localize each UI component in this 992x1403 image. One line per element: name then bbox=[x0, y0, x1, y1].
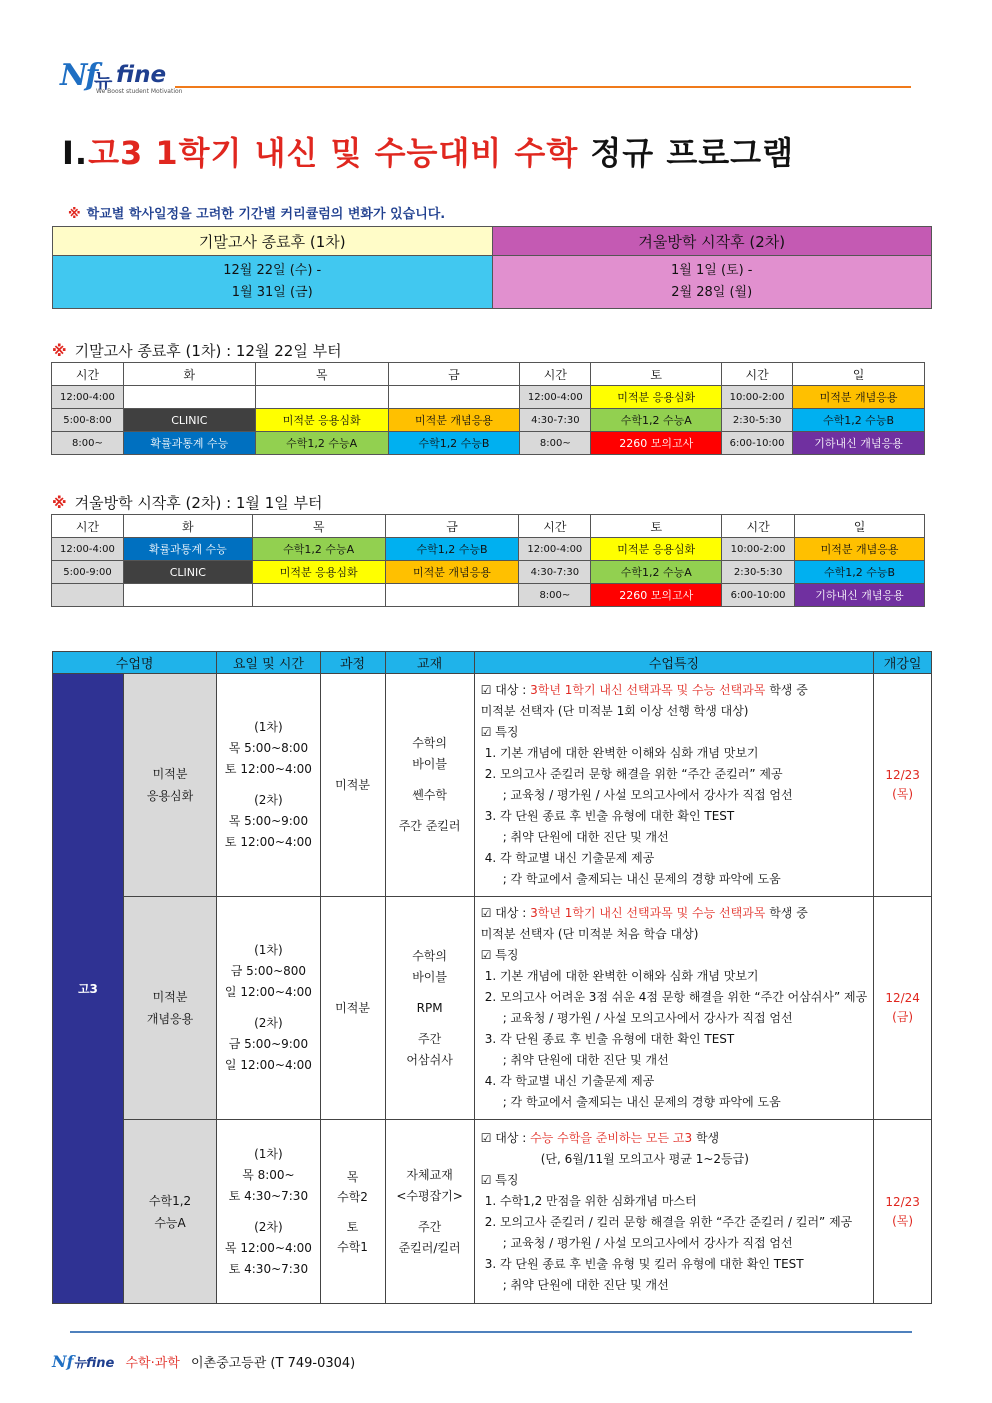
footer bbox=[52, 1352, 355, 1372]
course-header-start: 개강일 bbox=[874, 652, 932, 674]
schedule2-header-cell: 시간 bbox=[519, 515, 591, 538]
course-textbook-line: 주간 준킬러 bbox=[398, 819, 461, 833]
course-feature-item: 1. 수학1,2 만점을 위한 심화개념 마스터 bbox=[484, 1193, 697, 1208]
schedule2-header-cell: 목 bbox=[252, 515, 385, 538]
schedule1-header-cell: 화 bbox=[123, 363, 255, 386]
course-time-line: 토 12:00~4:00 bbox=[224, 762, 312, 776]
course-name-line: 미적분 bbox=[152, 767, 188, 781]
grade-label: 고3 bbox=[53, 674, 124, 1304]
schedule2-class-cell: 미적분 개념응용 bbox=[385, 561, 519, 584]
course-time-line: 목 8:00~ bbox=[242, 1167, 295, 1182]
schedule1-time-cell: 12:00-4:00 bbox=[520, 386, 591, 409]
schedule2-time-cell: 12:00-4:00 bbox=[519, 538, 591, 561]
course-feature-item: 2. 모의고사 준킬러 / 킬러 문항 해결을 위한 “주간 준킬러 / 킬러” 제공 bbox=[484, 1214, 853, 1229]
course-feature-title: ☑ 특징 bbox=[480, 725, 519, 739]
course-textbook-line: RPM bbox=[416, 1000, 443, 1015]
course-feature-item: ; 취약 단원에 대한 진단 및 개선 bbox=[502, 1277, 669, 1292]
schedule2-class-cell: 확률과통계 수능 bbox=[123, 538, 252, 561]
course-time-line: 금 5:00~9:00 bbox=[228, 1037, 309, 1051]
schedule1-class-cell: 미적분 응용심화 bbox=[255, 409, 388, 432]
schedule2-title: 겨울방학 시작후 (2차) : 1월 1일 부터 bbox=[74, 494, 323, 512]
schedule2-class-cell: 수학1,2 수능A bbox=[591, 561, 722, 584]
course-target bbox=[481, 680, 868, 701]
schedule2-header-cell: 시간 bbox=[52, 515, 124, 538]
schedule2-class-cell bbox=[252, 584, 385, 607]
course-target-detail: 미적분 선택자 (단 미적분 처음 학습 대상) bbox=[480, 927, 699, 941]
schedule2-class-cell: 2260 모의고사 bbox=[591, 584, 722, 607]
schedule1-time-cell: 4:30-7:30 bbox=[520, 409, 591, 432]
course-time-line: (1차) bbox=[254, 1146, 283, 1161]
course-target-part: 수능 수학을 준비하는 모든 고3 bbox=[530, 1130, 693, 1145]
course-textbook-line: 주간 bbox=[418, 1219, 442, 1234]
course-feature-title: ☑ 특징 bbox=[480, 948, 519, 962]
schedule2-class-cell bbox=[123, 584, 252, 607]
course-header-time: 요일 및 시간 bbox=[217, 652, 320, 674]
course-textbook-line bbox=[387, 1207, 473, 1217]
course-time-line: (1차) bbox=[254, 720, 283, 734]
schedule2-table bbox=[51, 514, 925, 607]
schedule2-time-cell: 8:00~ bbox=[519, 584, 591, 607]
schedule1-header-cell: 시간 bbox=[722, 363, 793, 386]
schedule1-class-cell: 수학1,2 수능B bbox=[793, 409, 925, 432]
course-time bbox=[217, 674, 320, 897]
course-name-line: 응용심화 bbox=[146, 789, 194, 803]
course-start-date bbox=[874, 897, 932, 1120]
logo-motto: We Boost student Motivation bbox=[96, 88, 183, 95]
schedule2-time-cell: 5:00-9:00 bbox=[52, 561, 124, 584]
footer-subject: 수학·과학 bbox=[125, 1356, 180, 1371]
course-start-date bbox=[874, 1120, 932, 1304]
course-track bbox=[320, 897, 385, 1120]
schedule1-header-cell: 시간 bbox=[52, 363, 124, 386]
course-features bbox=[474, 674, 874, 897]
schedule1-class-cell: 미적분 응용심화 bbox=[591, 386, 722, 409]
course-feature-item: ; 교육청 / 평가원 / 사설 모의고사에서 강사가 직접 엄선 bbox=[502, 788, 793, 802]
course-textbook-line: <수평잡기> bbox=[396, 1188, 463, 1203]
schedule1-time-cell: 6:00-10:00 bbox=[722, 432, 793, 455]
schedule1-table bbox=[51, 362, 925, 455]
period-second-title: 겨울방학 시작후 (2차) bbox=[492, 227, 932, 256]
schedule1-class-cell bbox=[255, 386, 388, 409]
course-start-line: 12/24 bbox=[885, 991, 920, 1005]
schedule1-class-cell: CLINIC bbox=[123, 409, 255, 432]
schedule1-class-cell bbox=[123, 386, 255, 409]
schedule2-class-cell: 수학1,2 수능B bbox=[385, 538, 519, 561]
title-red: 고3 1학기 내신 및 수능대비 수학 bbox=[88, 134, 579, 172]
course-time-line: 목 5:00~8:00 bbox=[228, 741, 309, 755]
schedule2-time-cell: 6:00-10:00 bbox=[722, 584, 795, 607]
schedule2-header-cell: 시간 bbox=[722, 515, 795, 538]
course-feature-item: 1. 기본 개념에 대한 완벽한 이해와 심화 개념 맛보기 bbox=[484, 746, 759, 760]
schedule2-class-cell: 수학1,2 수능B bbox=[795, 561, 925, 584]
schedule1-title: 기말고사 종료후 (1차) : 12월 22일 부터 bbox=[74, 342, 342, 360]
schedule1-header-cell: 일 bbox=[793, 363, 925, 386]
schedule2-time-cell bbox=[52, 584, 124, 607]
course-time-line bbox=[218, 780, 318, 790]
course-track-line: 목 bbox=[346, 1169, 359, 1184]
course-features bbox=[474, 1120, 874, 1304]
logo-fine: fine bbox=[116, 62, 167, 88]
course-time-line: 토 4:30~7:30 bbox=[228, 1188, 309, 1203]
schedule1-header-cell: 시간 bbox=[520, 363, 591, 386]
brand-logo bbox=[60, 58, 183, 98]
course-start-line: 12/23 bbox=[885, 768, 920, 782]
course-textbook-line: 쎈수학 bbox=[412, 788, 447, 802]
course-header-book: 교재 bbox=[385, 652, 474, 674]
schedule1-class-cell: 확률과통계 수능 bbox=[123, 432, 255, 455]
schedule2-header-cell: 화 bbox=[123, 515, 252, 538]
schedule1-heading bbox=[52, 340, 342, 361]
course-target-part: 학생 중 bbox=[765, 683, 808, 697]
course-header-feature: 수업특징 bbox=[474, 652, 874, 674]
schedule2-time-cell: 4:30-7:30 bbox=[519, 561, 591, 584]
course-feature-item: 1. 기본 개념에 대한 완벽한 이해와 심화 개념 맛보기 bbox=[484, 969, 759, 983]
schedule1-class-cell: 수학1,2 수능B bbox=[388, 432, 520, 455]
course-time-line: 금 5:00~800 bbox=[230, 964, 307, 978]
footer-divider bbox=[70, 1331, 912, 1333]
schedule1-time-cell: 5:00-8:00 bbox=[52, 409, 124, 432]
course-features bbox=[474, 897, 874, 1120]
schedule1-class-cell: 2260 모의고사 bbox=[591, 432, 722, 455]
schedule2-class-cell: 미적분 개념응용 bbox=[795, 538, 925, 561]
schedule1-header-cell: 토 bbox=[591, 363, 722, 386]
schedule2-time-cell: 2:30-5:30 bbox=[722, 561, 795, 584]
course-name-line: 수능A bbox=[154, 1215, 186, 1230]
schedule1-class-cell: 기하내신 개념응용 bbox=[793, 432, 925, 455]
period-first-range-start: 12월 22일 (수) - bbox=[223, 263, 322, 278]
period-second-range-start: 1월 1일 (토) - bbox=[671, 263, 753, 278]
title-black: 정규 프로그램 bbox=[590, 134, 795, 172]
period-second-range bbox=[492, 256, 932, 309]
schedule1-class-cell: 미적분 개념응용 bbox=[388, 409, 520, 432]
course-feature-item: ; 교육청 / 평가원 / 사설 모의고사에서 강사가 직접 엄선 bbox=[502, 1011, 793, 1025]
course-textbook bbox=[385, 674, 474, 897]
schedule2-class-cell bbox=[385, 584, 519, 607]
schedule2-header-cell: 금 bbox=[385, 515, 519, 538]
schedule1-class-cell: 미적분 개념응용 bbox=[793, 386, 925, 409]
course-time bbox=[217, 1120, 320, 1304]
course-textbook-line: 바이블 bbox=[412, 969, 447, 984]
schedule1-header-cell: 금 bbox=[388, 363, 520, 386]
course-textbook bbox=[385, 897, 474, 1120]
course-track-line: 수학1 bbox=[337, 1239, 368, 1254]
course-target-part: 학생 중 bbox=[765, 906, 808, 920]
course-start-line: 12/23 bbox=[885, 1194, 920, 1209]
course-name-line: 개념응용 bbox=[146, 1012, 194, 1026]
course-header-name: 수업명 bbox=[53, 652, 217, 674]
course-textbook-line: 수학의 bbox=[412, 736, 447, 750]
course-header-course: 과정 bbox=[320, 652, 385, 674]
page-title bbox=[62, 128, 794, 174]
period-table bbox=[52, 226, 932, 309]
schedule2-header-cell: 일 bbox=[795, 515, 925, 538]
logo-nf: Nf bbox=[60, 58, 97, 93]
course-textbook-line: 자체교재 bbox=[406, 1167, 453, 1182]
period-first-range-end: 1월 31일 (금) bbox=[231, 285, 313, 300]
course-track-line: 미적분 bbox=[335, 1001, 370, 1015]
course-feature-item: 3. 각 단원 종료 후 빈출 유형에 대한 확인 TEST bbox=[484, 1032, 735, 1046]
course-target-part: 학생 bbox=[692, 1130, 720, 1145]
course-textbook-line: 어삼쉬사 bbox=[406, 1052, 453, 1067]
course-start-line: (목) bbox=[892, 787, 914, 801]
course-track-line: 수학2 bbox=[337, 1189, 368, 1204]
course-name bbox=[123, 674, 216, 897]
course-feature-item: ; 각 학교에서 출제되는 내신 문제의 경향 파악에 도움 bbox=[502, 872, 781, 886]
course-feature-item: 3. 각 단원 종료 후 빈출 유형에 대한 확인 TEST bbox=[484, 809, 735, 823]
course-track-line: 토 bbox=[346, 1219, 359, 1234]
schedule2-class-cell: 미적분 응용심화 bbox=[252, 561, 385, 584]
course-start-line: (목) bbox=[892, 1213, 914, 1228]
course-feature-item: 2. 모의고사 준킬러 문항 해결을 위한 “주간 준킬러” 제공 bbox=[484, 767, 783, 781]
course-feature-title: ☑ 특징 bbox=[480, 1172, 519, 1187]
course-time-line: (2차) bbox=[254, 1016, 283, 1030]
schedule2-class-cell: 미적분 응용심화 bbox=[591, 538, 722, 561]
course-time-line: 토 12:00~4:00 bbox=[224, 835, 312, 849]
course-target-part: 3학년 1학기 내신 선택과목 및 수능 선택과목 bbox=[530, 683, 766, 697]
schedule1-header-cell: 목 bbox=[255, 363, 388, 386]
schedule1-time-cell: 2:30-5:30 bbox=[722, 409, 793, 432]
schedule2-class-cell: 기하내신 개념응용 bbox=[795, 584, 925, 607]
schedule1-class-cell: 수학1,2 수능A bbox=[255, 432, 388, 455]
note-text: 학교별 학사일정을 고려한 기간별 커리큘럼의 변화가 있습니다. bbox=[86, 207, 446, 222]
course-time-line: 목 12:00~4:00 bbox=[224, 1240, 312, 1255]
schedule2-heading bbox=[52, 492, 322, 513]
course-feature-item: ; 취약 단원에 대한 진단 및 개선 bbox=[502, 1053, 669, 1067]
schedule1-time-cell: 8:00~ bbox=[52, 432, 124, 455]
course-start-date bbox=[874, 674, 932, 897]
course-time-line: 토 4:30~7:30 bbox=[228, 1261, 309, 1276]
schedule2-class-cell: CLINIC bbox=[123, 561, 252, 584]
course-start-line: (금) bbox=[892, 1010, 914, 1024]
period-first-title: 기말고사 종료후 (1차) bbox=[53, 227, 493, 256]
course-track-line bbox=[322, 1207, 384, 1217]
course-time-line: (1차) bbox=[254, 943, 283, 957]
course-time-line: 목 5:00~9:00 bbox=[228, 814, 309, 828]
schedule2-time-cell: 12:00-4:00 bbox=[52, 538, 124, 561]
course-track bbox=[320, 1120, 385, 1304]
course-time-line: (2차) bbox=[254, 1219, 283, 1234]
course-textbook bbox=[385, 1120, 474, 1304]
schedule2-time-cell: 10:00-2:00 bbox=[722, 538, 795, 561]
course-time bbox=[217, 897, 320, 1120]
course-textbook-line: 준킬러/킬러 bbox=[398, 1240, 461, 1255]
course-target-detail: (단, 6월/11월 모의고사 평균 1~2등급) bbox=[540, 1151, 749, 1166]
course-name-line: 수학1,2 bbox=[148, 1193, 192, 1208]
course-time-line bbox=[218, 1003, 318, 1013]
course-time-line: 일 12:00~4:00 bbox=[224, 1058, 312, 1072]
course-target-detail: 미적분 선택자 (단 미적분 1회 이상 선행 학생 대상) bbox=[480, 704, 749, 718]
course-target-part: ☑ 대상 : bbox=[480, 683, 531, 697]
course-textbook-line bbox=[387, 988, 473, 998]
course-textbook-line bbox=[387, 806, 473, 816]
course-name-line: 미적분 bbox=[152, 990, 188, 1004]
period-second-range-end: 2월 28일 (월) bbox=[671, 285, 753, 300]
course-target-part: 3학년 1학기 내신 선택과목 및 수능 선택과목 bbox=[530, 906, 766, 920]
course-feature-item: 3. 각 단원 종료 후 빈출 유형 및 킬러 유형에 대한 확인 TEST bbox=[484, 1256, 804, 1271]
course-time-line: (2차) bbox=[254, 793, 283, 807]
period-first-range bbox=[53, 256, 493, 309]
schedule1-class-cell bbox=[388, 386, 520, 409]
course-textbook-line: 주간 bbox=[418, 1031, 442, 1046]
course-feature-item: ; 각 학교에서 출제되는 내신 문제의 경향 파악에 도움 bbox=[502, 1095, 781, 1109]
schedule1-class-cell: 수학1,2 수능A bbox=[591, 409, 722, 432]
course-name bbox=[123, 897, 216, 1120]
schedule1-mark: ※ bbox=[52, 342, 67, 360]
course-target bbox=[481, 903, 868, 924]
course-feature-item: ; 취약 단원에 대한 진단 및 개선 bbox=[502, 830, 669, 844]
footer-address: 이촌중고등관 (T 749-0304) bbox=[190, 1356, 356, 1371]
schedule1-time-cell: 8:00~ bbox=[520, 432, 591, 455]
footer-logo-nf: Nf bbox=[52, 1352, 74, 1371]
course-name bbox=[123, 1120, 216, 1304]
course-textbook-line bbox=[387, 775, 473, 785]
schedule2-mark: ※ bbox=[52, 494, 67, 512]
course-table bbox=[52, 651, 932, 1304]
footer-logo-fine: 뉴fine bbox=[73, 1356, 115, 1371]
course-track-line: 미적분 bbox=[335, 778, 370, 792]
course-target bbox=[481, 1128, 868, 1149]
note-mark: ※ bbox=[68, 207, 81, 222]
schedule1-time-cell: 10:00-2:00 bbox=[722, 386, 793, 409]
course-textbook-line bbox=[387, 1019, 473, 1029]
logo-nyu: 뉴 bbox=[94, 70, 113, 92]
course-feature-item: ; 교육청 / 평가원 / 사설 모의고사에서 강사가 직접 엄선 bbox=[502, 1235, 793, 1250]
header-divider bbox=[175, 86, 911, 88]
course-textbook-line: 바이블 bbox=[412, 757, 447, 771]
course-feature-item: 4. 각 학교별 내신 기출문제 제공 bbox=[484, 1074, 655, 1088]
course-time-line bbox=[218, 1207, 318, 1217]
title-roman: Ⅰ. bbox=[62, 134, 89, 172]
schedule-note bbox=[68, 203, 445, 222]
schedule2-class-cell: 수학1,2 수능A bbox=[252, 538, 385, 561]
course-feature-item: 2. 모의고사 어려운 3점 쉬운 4점 문항 해결을 위한 “주간 어삼쉬사” 제공 bbox=[484, 990, 868, 1004]
course-track bbox=[320, 674, 385, 897]
schedule2-header-cell: 토 bbox=[591, 515, 722, 538]
course-target-part: ☑ 대상 : bbox=[480, 906, 531, 920]
course-target-part: ☑ 대상 : bbox=[480, 1130, 531, 1145]
course-time-line: 일 12:00~4:00 bbox=[224, 985, 312, 999]
schedule1-time-cell: 12:00-4:00 bbox=[52, 386, 124, 409]
course-textbook-line: 수학의 bbox=[412, 948, 447, 963]
course-feature-item: 4. 각 학교별 내신 기출문제 제공 bbox=[484, 851, 655, 865]
